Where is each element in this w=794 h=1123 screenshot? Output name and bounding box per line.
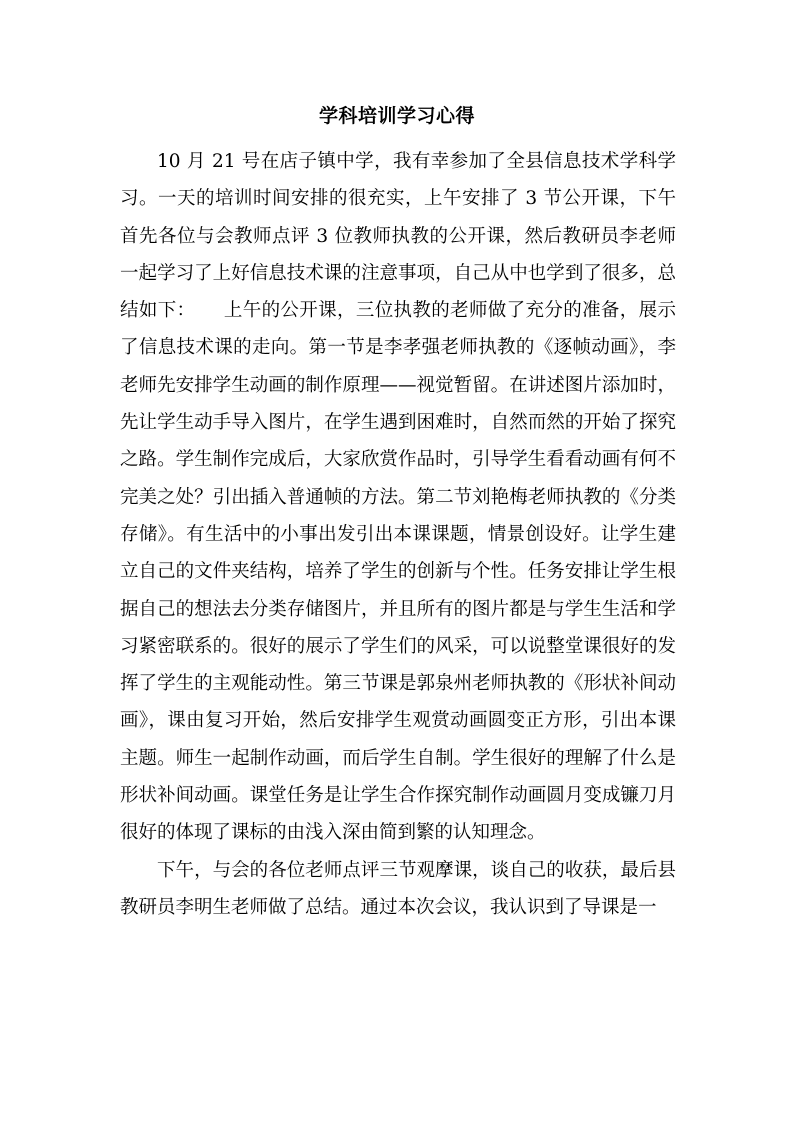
document-body — [120, 143, 676, 926]
document-title: 学科培训学习心得 — [318, 105, 475, 127]
paragraph: 10 月 21 号在店子镇中学，我有幸参加了全县信息技术学科学习。一天的培训时间安排的很充实，上午安排了 3 节公开课，下午首先各位与会教师点评 3 位教师执教的公开课，然后教研员李老师一起学习了上好信息技术课的注意事项，自己从中也学到了很多，总结如下： 上午的公开课，三位执教的老师做了充分的准备，展示了信息技术课的走向。第一节是李孝强老师执教的《逐帧动画》，李老师先安排学生动画的制作原理——视觉暂留。在讲述图片添加时，先让学生动手导入图片，在学生遇到困难时，自然而然的开始了探究之路。学生制作完成后，大家欣赏作品时，引导学生看看动画有何不完美之处？引出插入普通帧的方法。第二节刘艳梅老师执教的《分类存储》。有生活中的小事出发引出本课课题，情景创设好。让学生建立自己的文件夹结构，培养了学生的创新与个性。任务安排让学生根据自己的想法去分类存储图片，并且所有的图片都是与学生生活和学习紧密联系的。很好的展示了学生们的风采，可以说整堂课很好的发挥了学生的主观能动性。第三节课是郭泉州老师执教的《形状补间动画》，课由复习开始，然后安排学生观赏动画圆变正方形，引出本课主题。师生一起制作动画，而后学生自制。学生很好的理解了什么是形状补间动画。课堂任务是让学生合作探究制作动画圆月变成镰刀月很好的体现了课标的由浅入深由简到繁的认知理念。 — [120, 151, 676, 844]
paragraph: 下午，与会的各位老师点评三节观摩课，谈自己的收获，最后县教研员李明生老师做了总结。通过本次会议，我认识到了导课是一 — [120, 859, 676, 918]
